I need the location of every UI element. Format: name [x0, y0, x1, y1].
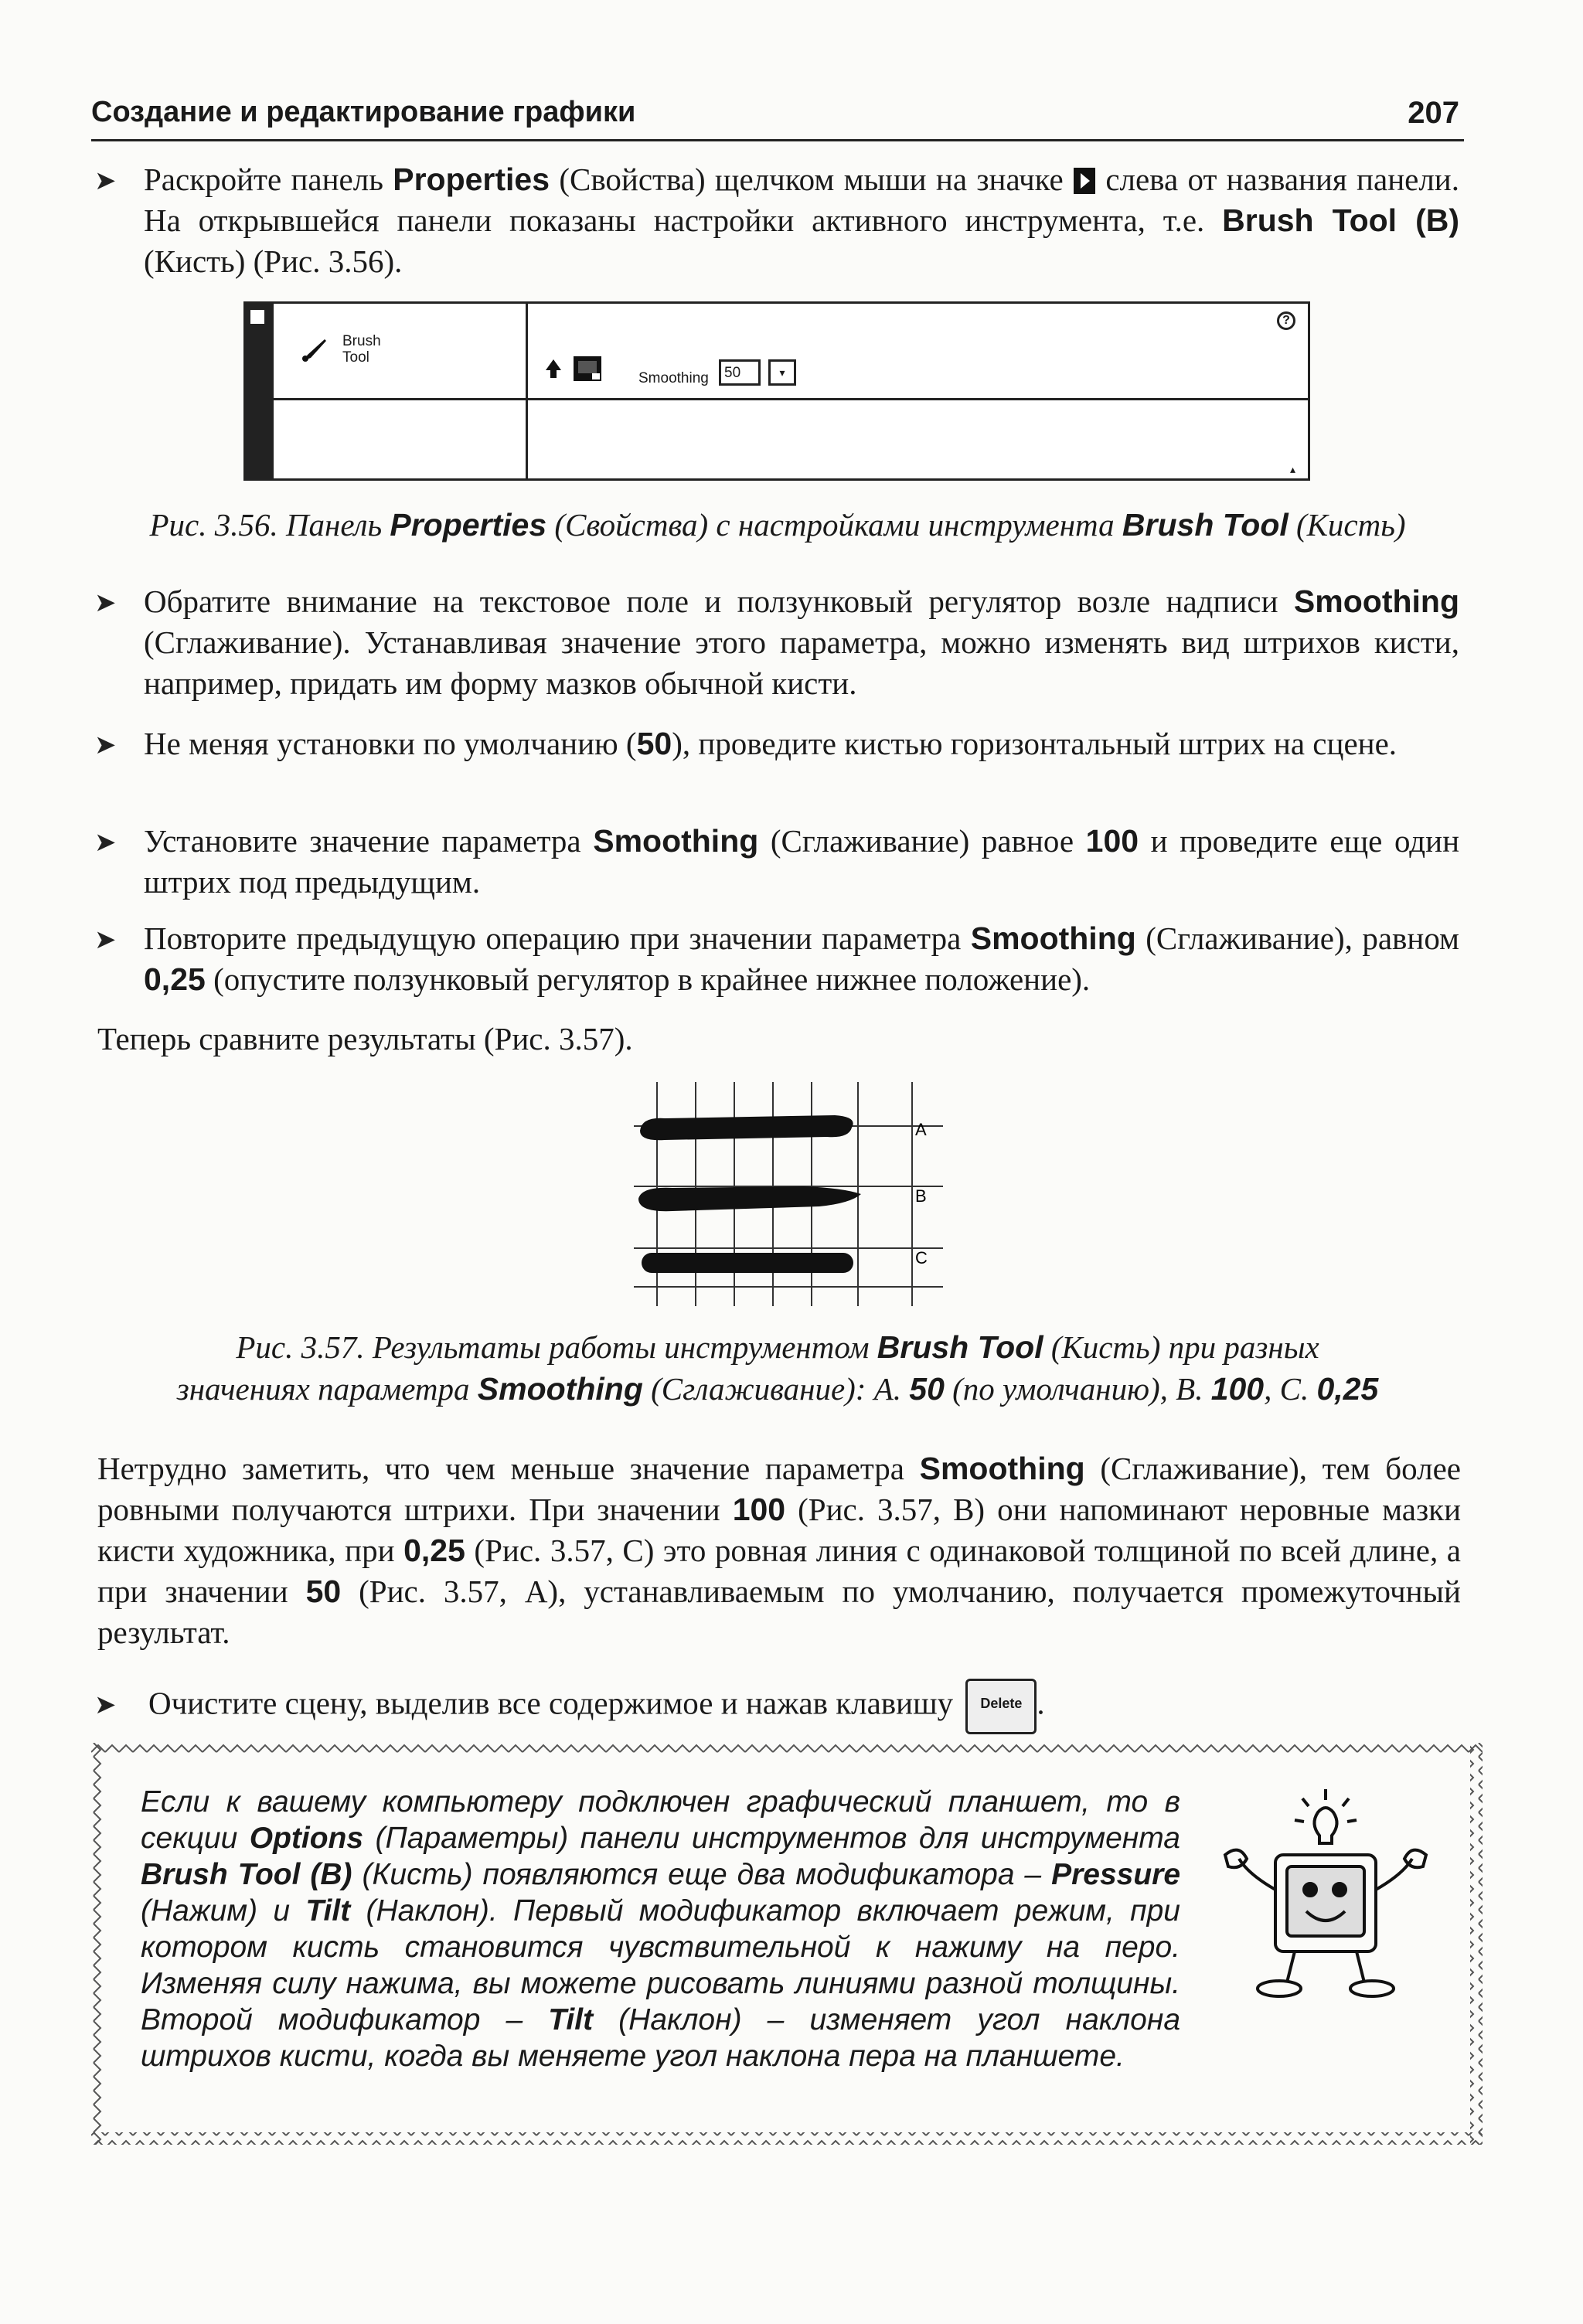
fill-color-swatch-icon[interactable] [572, 355, 603, 383]
text: Если к вашему компьютеру подключен графический планшет, то в секции [141, 1785, 1180, 1855]
smoothing-label: Smoothing [638, 370, 709, 386]
text: (по умолчанию), В. [944, 1371, 1211, 1407]
term-smoothing: Smoothing [477, 1371, 643, 1407]
term-tilt: Tilt [305, 1894, 351, 1928]
value-50: 50 [305, 1574, 342, 1609]
text: (Кисть) появляются еще два модификатора – [352, 1858, 1052, 1891]
term-brush-tool: Brush Tool (B) [141, 1858, 352, 1891]
text: (Сглаживание) равное [758, 823, 1086, 859]
value-100: 100 [1210, 1371, 1265, 1407]
text: (Кисть) (Рис. 3.56). [144, 243, 403, 279]
stroke-a [640, 1115, 853, 1140]
text: (Сглаживание): А. [642, 1371, 910, 1407]
caption-line-1 [91, 1326, 1464, 1368]
bullet-3 [144, 821, 1459, 903]
page-number: 207 [1408, 96, 1459, 130]
label-a: A [915, 1120, 927, 1139]
bullet-marker: ➤ [94, 829, 117, 857]
text: Повторите предыдущую операцию при значении параметра [144, 920, 971, 956]
value-50: 50 [909, 1371, 945, 1407]
chapter-title: Создание и редактирование графики [91, 96, 636, 128]
brush-icon [298, 335, 329, 366]
delete-key-icon: Delete [965, 1679, 1037, 1734]
stroke-b [638, 1186, 861, 1211]
monitor-mascot-icon [1202, 1781, 1442, 2013]
bullet-1 [144, 581, 1459, 704]
value-025: 0,25 [1316, 1371, 1379, 1407]
bullet-marker: ➤ [94, 926, 117, 954]
page-header [91, 91, 1464, 141]
brush-strokes-figure [603, 1078, 958, 1310]
text: . [1037, 1685, 1045, 1721]
bullet-marker: ➤ [94, 589, 117, 618]
explanation-paragraph [97, 1448, 1461, 1653]
panel-divider-vertical [526, 304, 528, 478]
smoothing-slider-dropdown[interactable]: ▾ [768, 359, 796, 386]
text: Нетрудно заметить, что чем меньше значение параметра [97, 1451, 920, 1486]
compare-text: Теперь сравните результаты (Рис. 3.57). [97, 1021, 633, 1057]
text: Обратите внимание на текстовое поле и ползунковый регулятор возле надписи [144, 584, 1294, 619]
stroke-color-icon[interactable] [543, 358, 564, 379]
value-025: 0,25 [144, 961, 206, 997]
term-properties: Properties [393, 162, 550, 197]
term-smoothing: Smoothing [919, 1451, 1085, 1486]
bullet-marker: ➤ [94, 1691, 117, 1720]
text: (Сглаживание). Устанавливая значение этого параметра, можно изменять вид штрихов кисти, например, придать им форму мазков обычной кисти. [144, 624, 1459, 701]
value-50: 50 [636, 726, 672, 761]
term-brush-tool: Brush Tool (B) [1222, 202, 1459, 238]
bullet-4 [144, 918, 1459, 1000]
bullet-marker: ➤ [94, 731, 117, 760]
text: (Нажим) и [141, 1894, 306, 1928]
figure-caption-356 [91, 504, 1464, 546]
term-smoothing: Smoothing [593, 823, 759, 859]
value-100: 100 [732, 1492, 786, 1527]
text: и проведите еще один штрих под предыдущим. [144, 823, 1460, 900]
bullet-marker: ➤ [94, 167, 117, 196]
value-025: 0,25 [403, 1533, 465, 1568]
text: Очистите сцену, выделив все содержимое и нажав клавишу [148, 1685, 962, 1721]
term-pressure: Pressure [1051, 1858, 1181, 1891]
text: (Рис. 3.57, В) они напоминают неровные мазки кисти художника, при [97, 1492, 1462, 1568]
text: (Свойства) с настройками инструмента [546, 507, 1122, 543]
text: , С. [1264, 1371, 1317, 1407]
text: (Параметры) панели инструментов для инструмента [363, 1822, 1180, 1855]
text: (Рис. 3.57, С) это ровная линия с одинаковой толщиной по всей длине, а при значении [97, 1533, 1461, 1609]
text: (Наклон). Первый модификатор включает режим, при котором кисть становится чувствительной к нажиму на перо. Изменяя силу нажима, вы можете рисовать линиями разной толщины. Второй модификатор – [141, 1894, 1180, 2036]
text: (Кисть) [1288, 507, 1406, 543]
collapse-button[interactable] [250, 310, 264, 324]
clear-scene-bullet [148, 1679, 1462, 1734]
text: Раскройте панель [144, 162, 393, 197]
text: (Сглаживание), тем более ровными получаются штрихи. При значении [97, 1451, 1461, 1527]
label-b: B [915, 1186, 927, 1206]
bullet-2 [144, 723, 1459, 764]
panel-divider-horizontal [274, 398, 1308, 400]
text: значениях параметра [176, 1371, 478, 1407]
text: (Сглаживание), равном [1135, 920, 1459, 956]
caption-line-2 [91, 1368, 1464, 1410]
term-options: Options [249, 1822, 364, 1855]
text: Установите значение параметра [144, 823, 594, 859]
term-tilt: Tilt [548, 2003, 594, 2036]
expand-arrow-icon [1073, 167, 1096, 195]
text: (Свойства) щелчком мыши на значке [550, 162, 1074, 197]
value-100: 100 [1085, 823, 1139, 859]
label-c: C [915, 1248, 928, 1267]
text: (Наклон) – изменяет угол наклона штрихов кисти, когда вы меняете угол наклона пера на планшете. [141, 2003, 1181, 2073]
term-properties: Properties [390, 507, 547, 543]
figure-caption-357 [91, 1326, 1464, 1410]
term-smoothing: Smoothing [970, 920, 1136, 956]
text: (Рис. 3.57, А), устанавливаемым по умолчанию, получается промежуточный результат. [97, 1574, 1461, 1650]
text: (опустите ползунковый регулятор в крайнее нижнее положение). [205, 961, 1091, 997]
smoothing-input[interactable]: 50 [719, 359, 761, 386]
collapse-arrow-icon[interactable]: ▴ [1289, 463, 1295, 475]
term-smoothing: Smoothing [1293, 584, 1459, 619]
intro-paragraph [144, 159, 1459, 282]
help-icon[interactable]: ? [1277, 311, 1295, 330]
stroke-c [642, 1253, 853, 1273]
text: (Кисть) при разных [1043, 1329, 1319, 1365]
term-brush-tool: Brush Tool [877, 1329, 1043, 1365]
tablet-note [141, 1784, 1180, 2074]
tool-name-label: Brush Tool [342, 333, 381, 366]
properties-panel [243, 301, 1310, 481]
term-brush-tool: Brush Tool [1122, 507, 1289, 543]
panel-title-strip[interactable] [246, 304, 274, 478]
text: Не меняя установки по умолчанию ( [144, 726, 637, 761]
text: Рис. 3.57. Результаты работы инструментом [236, 1329, 877, 1365]
text: Рис. 3.56. Панель [149, 507, 390, 543]
text: ), проведите кистью горизонтальный штрих на сцене. [672, 726, 1397, 761]
text: слева от названия панели. На открывшейся панели показаны настройки активного инструмента, т.е. [144, 162, 1459, 238]
